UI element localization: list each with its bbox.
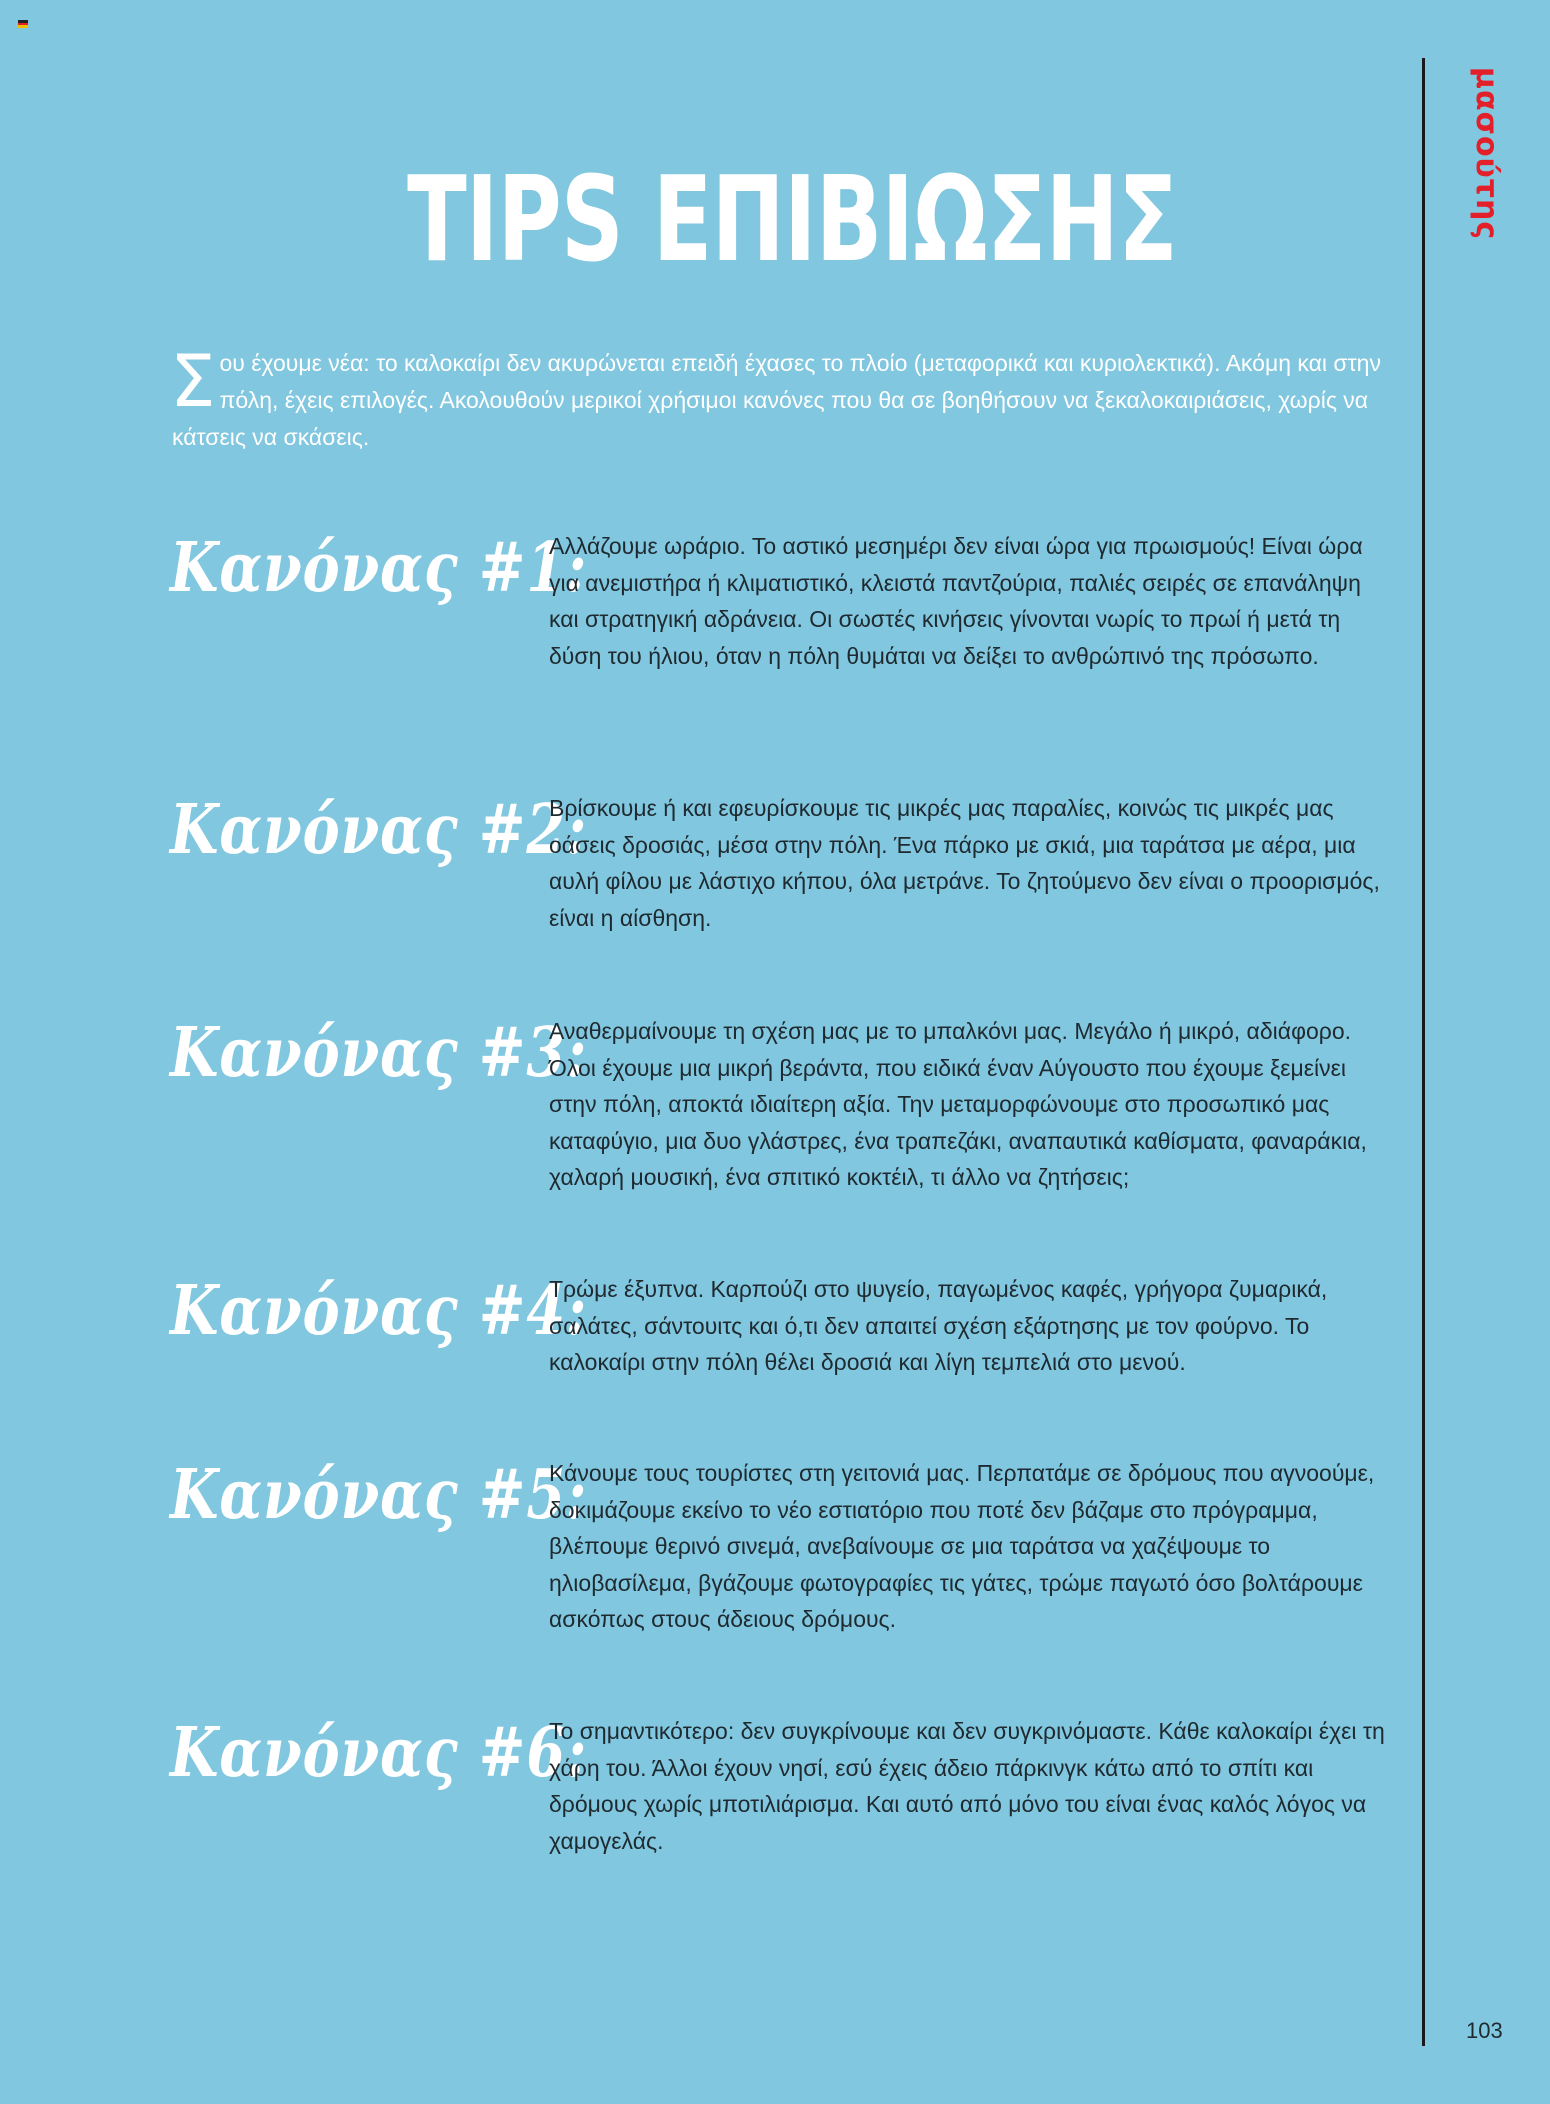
page-number: 103	[1466, 2018, 1503, 2043]
rule-text-4: Τρώμε έξυπνα. Καρπούζι στο ψυγείο, παγωμένος καφές, γρήγορα ζυμαρικά, σαλάτες, σάντουιτς και ό,τι δεν απαιτεί σχέση εξάρτησης με τον φούρνο. Το καλοκαίρι στην πόλη θέλει δροσιά και λίγη τεμπελιά στο μενού.	[549, 1276, 1328, 1375]
brand-logo	[1469, 58, 1505, 248]
intro-text: ου έχουμε νέα: το καλοκαίρι δεν ακυρώνεται επειδή έχασες το πλοίο (μεταφορικά και κυριολεκτικά). Ακόμη και στην πόλη, έχεις επιλογές. Ακολουθούν μερικοί χρήσιμοι κανόνες που θα σε βοηθήσουν να ξεκαλοκαιριάσεις, χωρίς να κάτσεις να σκάσεις.	[172, 350, 1381, 450]
rule-label-5: Κανόνας #5:	[170, 1455, 588, 1535]
rule-label-4: Κανόνας #4:	[170, 1271, 588, 1351]
rule-label-2: Κανόνας #2:	[170, 790, 588, 870]
rule-text-6: Το σημαντικότερο: δεν συγκρίνουμε και δεν συγκρινόμαστε. Κάθε καλοκαίρι έχει τη χάρη του. Άλλοι έχουν νησί, εσύ έχεις άδειο πάρκινγκ κάτω από το σπίτι και δρόμους χωρίς μποτιλιάρισμα. Και αυτό από μόνο του είναι ένας καλός λόγος να χαμογελάς.	[549, 1718, 1385, 1854]
rule-label-1: Κανόνας #1:	[170, 528, 588, 608]
rule-text-1: Αλλάζουμε ωράριο. Το αστικό μεσημέρι δεν είναι ώρα για πρωισμούς! Είναι ώρα για ανεμιστήρα ή κλιματιστικό, κλειστά παντζούρια, παλιές σειρές σε επανάληψη και στρατηγική αδράνεια. Οι σωστές κινήσεις γίνονται νωρίς το πρωί ή μετά τη δύση του ήλιου, όταν η πόλη θυμάται να δείξει το ανθρώπινό της πρόσωπο.	[549, 533, 1363, 669]
drop-cap: Σ	[170, 339, 216, 423]
brand-wordmark: μασούτης	[1469, 66, 1505, 240]
flag-icon	[18, 20, 28, 28]
rule-text-3: Αναθερμαίνουμε τη σχέση μας με το μπαλκόνι μας. Μεγάλο ή μικρό, αδιάφορο. Όλοι έχουμε μια μικρή βεράντα, που ειδικά έναν Αύγουστο που έχουμε ξεμείνει στην πόλη, αποκτά ιδιαίτερη αξία. Την μεταμορφώνουμε στο προσωπικό μας καταφύγιο, μια δυο γλάστρες, ένα τραπεζάκι, αναπαυτικά καθίσματα, φαναράκια, χαλαρή μουσική, ένα σπιτικό κοκτέιλ, τι άλλο να ζητήσεις;	[549, 1018, 1367, 1190]
rule-text-5: Κάνουμε τους τουρίστες στη γειτονιά μας. Περπατάμε σε δρόμους που αγνοούμε, δοκιμάζουμε εκείνο το νέο εστιατόριο που ποτέ δεν βάζαμε στο πρόγραμμα, βλέπουμε θερινό σινεμά, ανεβαίνουμε σε μια ταράτσα να χαζέψουμε το ηλιοβασίλεμα, βγάζουμε φωτογραφίες τις γάτες, τρώμε παγωτό όσο βολτάρουμε ασκόπως στους άδειους δρόμους.	[549, 1460, 1375, 1632]
vertical-divider	[1422, 58, 1425, 2046]
rule-text-2: Βρίσκουμε ή και εφευρίσκουμε τις μικρές μας παραλίες, κοινώς τις μικρές μας οάσεις δροσιάς, μέσα στην πόλη. Ένα πάρκο με σκιά, μια ταράτσα με αέρα, μια αυλή φίλου με λάστιχο κήπου, όλα μετράνε. Το ζητούμενο δεν είναι ο προορισμός, είναι η αίσθηση.	[549, 795, 1380, 931]
intro-paragraph	[170, 339, 1387, 456]
page-title: TIPS ΕΠΙΒΙΩΣΗΣ	[407, 150, 1177, 288]
rule-label-6: Κανόνας #6:	[170, 1713, 588, 1793]
rule-label-3: Κανόνας #3:	[170, 1013, 588, 1093]
